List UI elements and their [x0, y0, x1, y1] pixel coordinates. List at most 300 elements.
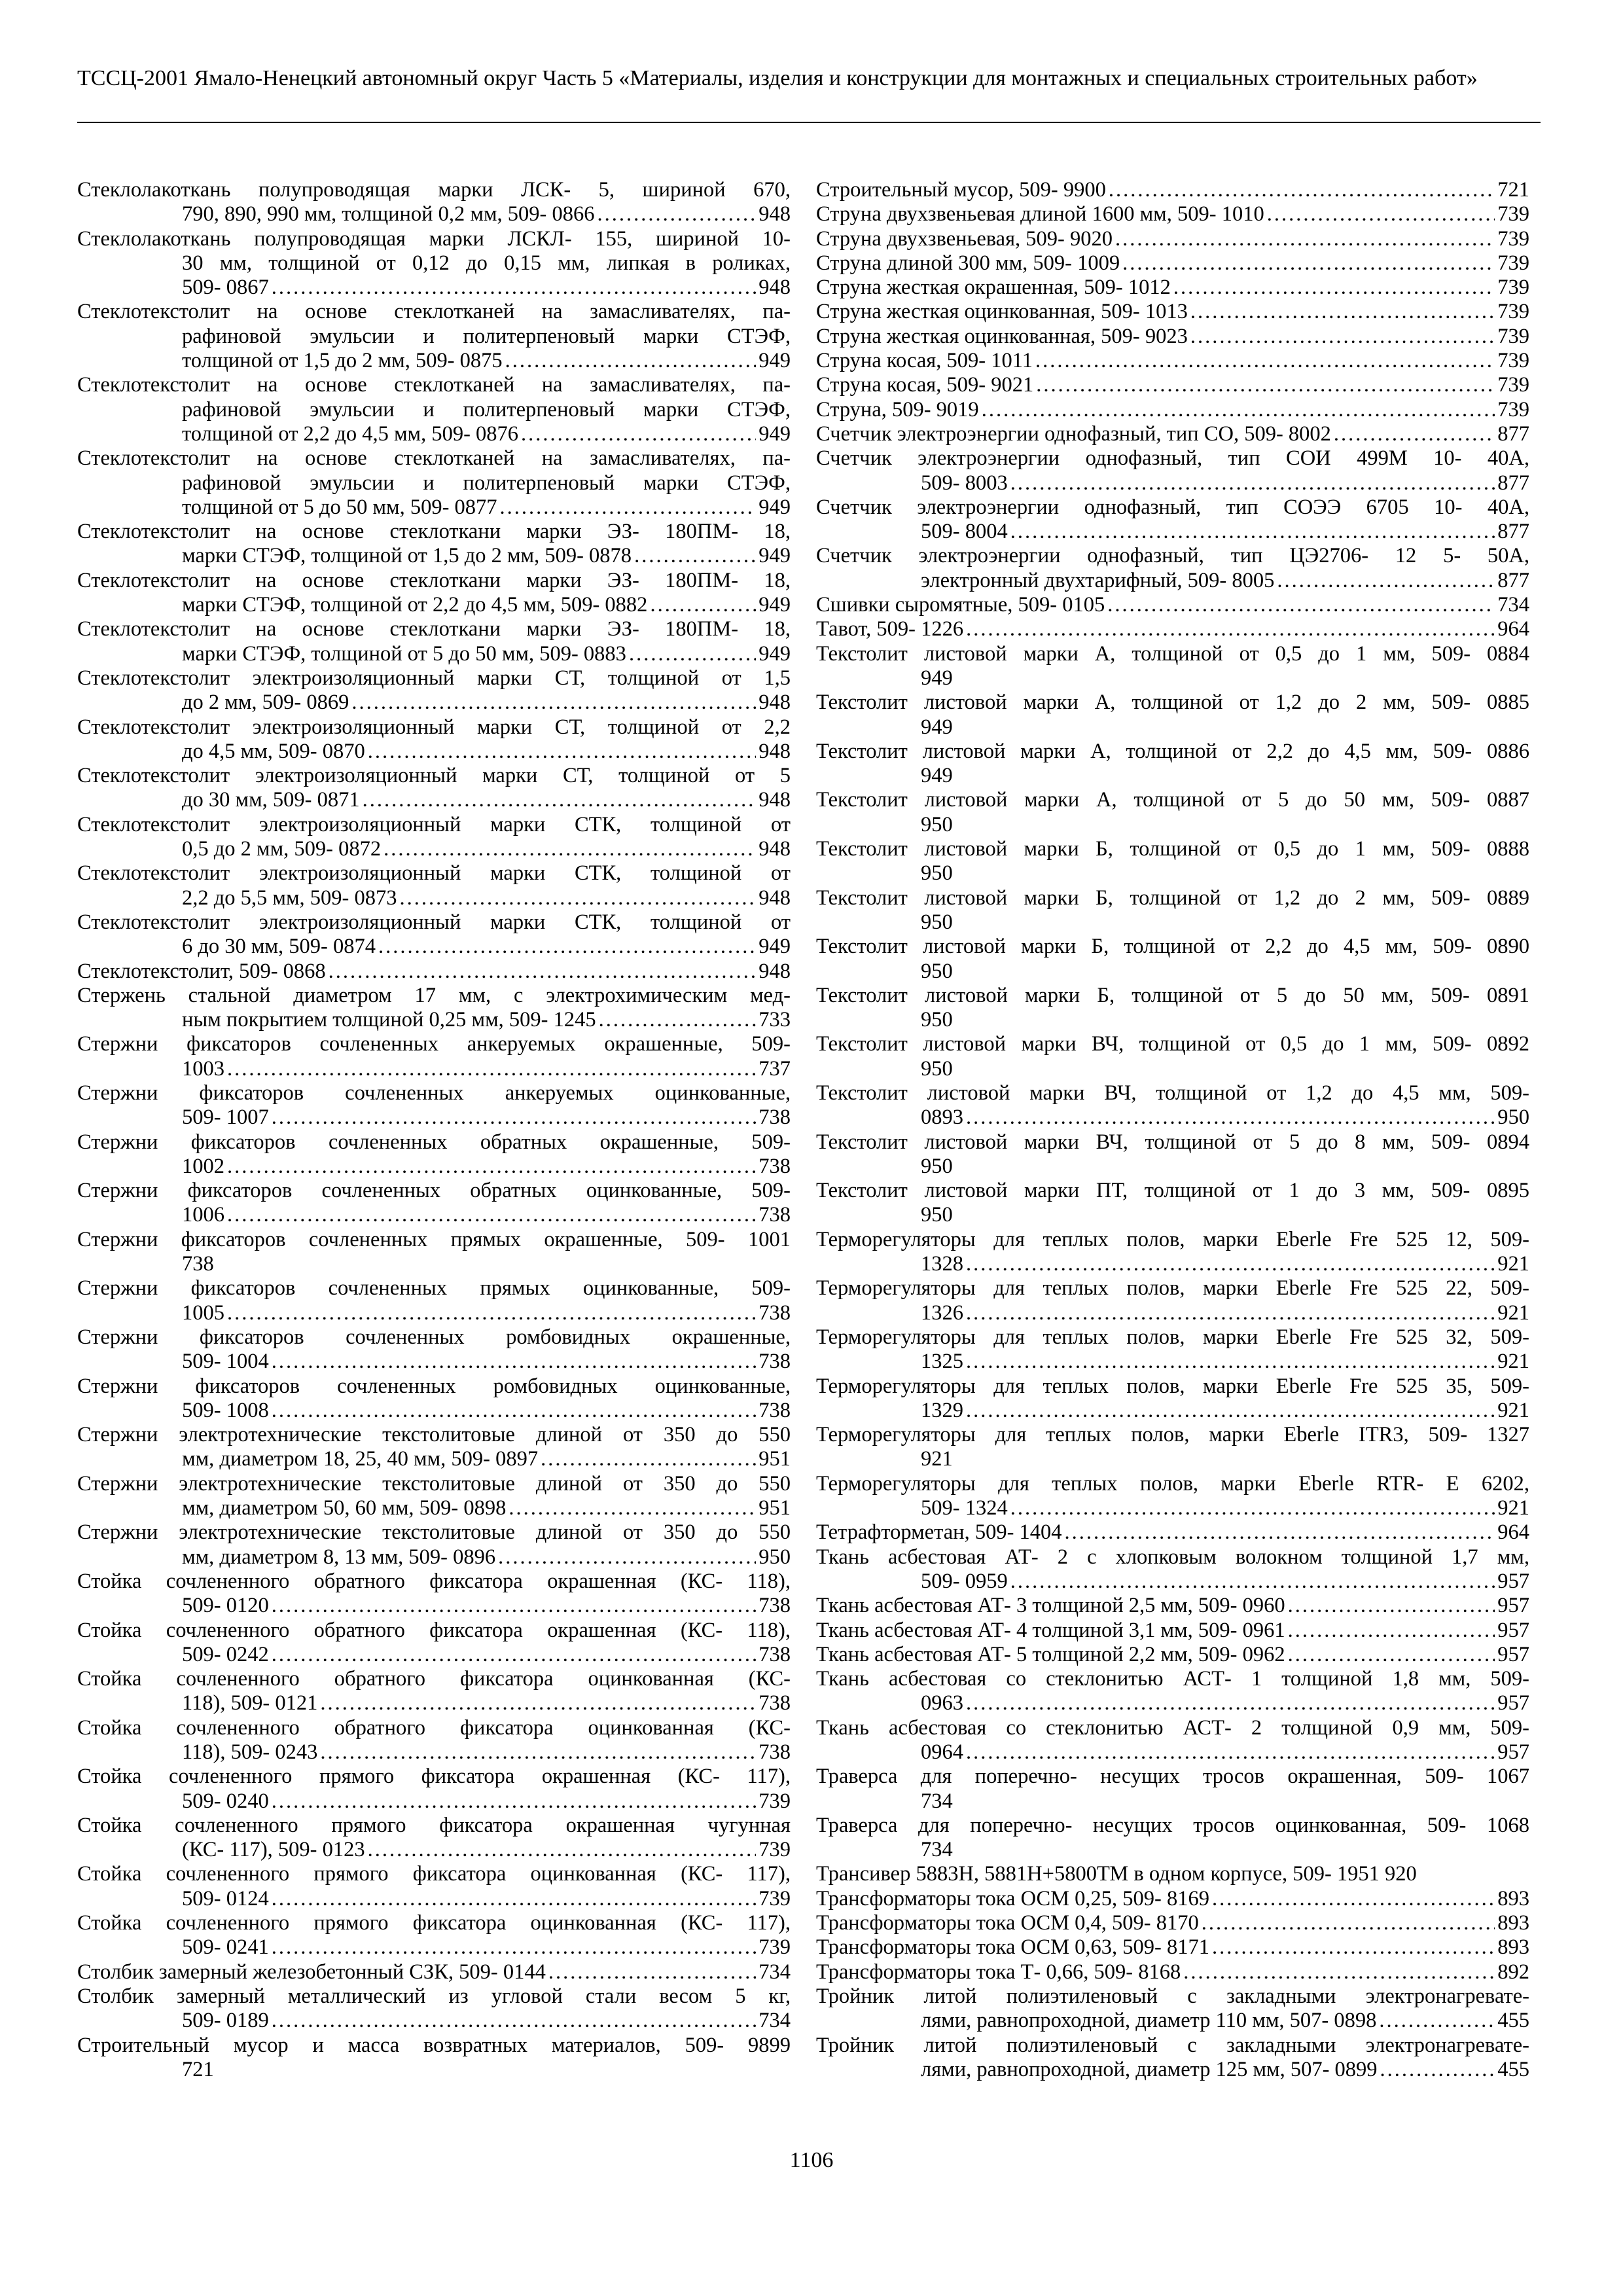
dot-leader	[1115, 227, 1495, 251]
index-entry-line	[77, 1740, 791, 1765]
entry-text: 509- 8003	[921, 471, 1008, 495]
entry-text: 949	[921, 715, 953, 739]
entry-text: Струна косая, 509- 1011	[816, 349, 1033, 373]
index-entry-line	[816, 1570, 1529, 1594]
entry-page-number: 957	[1497, 1594, 1529, 1618]
index-entry	[816, 1081, 1529, 1130]
entry-page-number: 949	[758, 422, 791, 446]
index-entry-line	[816, 373, 1529, 397]
entry-text: толщиной от 2,2 до 4,5 мм, 509- 0876	[182, 422, 519, 446]
index-entry-line	[816, 960, 1529, 984]
index-entry-line	[77, 1276, 791, 1300]
index-entry	[816, 1276, 1529, 1325]
index-entry	[77, 1765, 791, 1814]
dot-leader	[966, 1350, 1495, 1374]
entry-page-number: 964	[1497, 1520, 1529, 1545]
dot-leader	[1035, 349, 1495, 373]
entry-text: Ткань асбестовая АТ- 5 толщиной 2,2 мм, 509- 0962	[816, 1642, 1285, 1666]
entry-text: Текстолит листовой марки Б, толщиной от 5 до 50 мм, 509- 0891	[816, 983, 1529, 1007]
dot-leader	[966, 617, 1495, 641]
index-entry-line	[816, 861, 1529, 886]
entry-page-number: 948	[758, 276, 791, 300]
entry-text: Терморегуляторы для теплых полов, марки Eberle ITR3, 509- 1327	[816, 1423, 1529, 1447]
entry-page-number: 738	[758, 1594, 791, 1618]
index-entry-line	[77, 1984, 791, 2009]
index-entry	[816, 1619, 1529, 1643]
index-entry-line	[77, 1350, 791, 1374]
dot-leader	[1010, 1570, 1495, 1594]
index-entry	[77, 446, 791, 520]
dot-leader	[383, 837, 756, 861]
entry-page-number: 734	[758, 2009, 791, 2033]
entry-page-number: 921	[1497, 1398, 1529, 1422]
entry-text: Стеклотекстолит электроизоляционный марки СТК, толщиной от	[77, 812, 791, 836]
index-entry	[77, 1716, 791, 1765]
index-entry	[77, 1862, 791, 1911]
index-entry-line	[816, 1862, 1529, 1886]
dot-leader	[1190, 300, 1495, 324]
dot-leader	[378, 935, 756, 959]
entry-page-number: 921	[1497, 1252, 1529, 1276]
index-entry	[77, 1984, 791, 2034]
index-entry	[816, 1545, 1529, 1594]
entry-text: Стержни фиксаторов сочлененных обратных оцинкованные, 509-	[77, 1179, 791, 1203]
index-entry-line	[77, 813, 791, 837]
entry-text: 2,2 до 5,5 мм, 509- 0873	[182, 886, 397, 910]
dot-leader	[548, 1960, 756, 1984]
dot-leader	[1380, 2058, 1495, 2082]
index-entry-line	[816, 349, 1529, 373]
entry-page-number: 739	[1497, 349, 1529, 373]
entry-text: 721	[182, 2057, 214, 2081]
entry-text: 509- 0189	[182, 2009, 269, 2033]
dot-leader	[1109, 178, 1495, 202]
dot-leader	[1036, 373, 1495, 397]
index-entry-line	[816, 935, 1529, 959]
entry-page-number: 950	[1497, 1105, 1529, 1130]
entry-text: 1326	[921, 1300, 963, 1325]
index-entry-line	[77, 2058, 791, 2082]
entry-text: Столбик замерный металлический из угловой стали весом 5 кг,	[77, 1984, 791, 2008]
entry-page-number: 893	[1497, 1886, 1529, 1910]
index-entry-line	[816, 1008, 1529, 1032]
entry-page-number: 877	[1497, 520, 1529, 544]
index-entry-line	[816, 1032, 1529, 1056]
index-entry-line	[816, 2009, 1529, 2033]
index-entry-line	[77, 861, 791, 886]
entry-text: мм, диаметром 50, 60 мм, 509- 0898	[182, 1496, 507, 1520]
index-entry-line	[77, 984, 791, 1008]
entry-text: Трансформаторы тока ОСМ 0,63, 509- 8171	[816, 1935, 1209, 1960]
dot-leader	[500, 495, 757, 520]
index-entry-line	[816, 1619, 1529, 1643]
index-entry	[816, 740, 1529, 789]
index-entry-line	[77, 544, 791, 568]
entry-text: Ткань асбестовая со стеклонитью АСТ- 1 толщиной 1,8 мм, 509-	[816, 1667, 1529, 1691]
dot-leader	[1183, 1960, 1495, 1984]
index-entry-line	[816, 715, 1529, 740]
dot-leader	[1010, 1496, 1495, 1520]
entry-page-number: 964	[1497, 617, 1529, 641]
entry-page-number: 949	[758, 641, 791, 666]
index-entry-line	[77, 593, 791, 617]
index-entry-line	[816, 1105, 1529, 1130]
entry-page-number: 948	[758, 788, 791, 812]
entry-text: Стержни фиксаторов сочлененных анкеруемых оцинкованные,	[77, 1081, 791, 1105]
dot-leader	[1202, 1911, 1495, 1935]
entry-text: Тетрафторметан, 509- 1404	[816, 1520, 1062, 1545]
entry-text: Текстолит листовой марки А, толщиной от 2,2 до 4,5 мм, 509- 0886	[816, 739, 1529, 763]
index-entry-line	[816, 520, 1529, 544]
index-entry-line	[77, 910, 791, 935]
entry-page-number: 739	[1497, 300, 1529, 324]
entry-page-number: 877	[1497, 568, 1529, 592]
index-entry-line	[816, 1081, 1529, 1105]
entry-text: Трансформаторы тока ОСМ 0,25, 509- 8169	[816, 1886, 1209, 1910]
entry-text: Стержни электротехнические текстолитовые длиной от 350 до 550	[77, 1520, 791, 1545]
entry-text: до 2 мм, 509- 0869	[182, 691, 349, 715]
index-entry-line	[816, 325, 1529, 349]
entry-page-number: 892	[1497, 1960, 1529, 1984]
entry-page-number: 957	[1497, 1642, 1529, 1666]
index-entry-line	[816, 1374, 1529, 1399]
entry-text: 950	[921, 812, 953, 836]
index-entry-line	[77, 837, 791, 861]
index-entry	[816, 1643, 1529, 1667]
index-entry	[816, 1984, 1529, 2034]
index-entry-line	[77, 202, 791, 226]
index-entry-line	[816, 1814, 1529, 1838]
entry-page-number: 734	[758, 1960, 791, 1984]
index-entry	[77, 715, 791, 764]
index-entry	[77, 569, 791, 618]
index-entry	[77, 227, 791, 300]
entry-text: Тройник литой полиэтиленовый с закладными электронагревате-	[816, 1984, 1529, 2008]
index-entry	[77, 520, 791, 569]
dot-leader	[272, 1643, 757, 1667]
index-entry-line	[77, 1862, 791, 1886]
dot-leader	[272, 1594, 757, 1618]
index-entry-line	[77, 2009, 791, 2033]
index-entry-line	[816, 202, 1529, 226]
index-column-right	[816, 178, 1529, 2082]
entry-page-number: 957	[1497, 1569, 1529, 1593]
index-entry-line	[816, 1911, 1529, 1935]
entry-page-number: 738	[758, 1300, 791, 1325]
index-entry-line	[77, 715, 791, 740]
index-entry	[816, 984, 1529, 1033]
index-entry-line	[816, 1301, 1529, 1325]
entry-text: Струна косая, 509- 9021	[816, 373, 1034, 397]
entry-page-number: 734	[1497, 593, 1529, 617]
entry-text: Стеклолакоткань полупроводящая марки ЛСКЛ- 155, шириной 10-	[77, 226, 791, 251]
index-entry	[816, 398, 1529, 422]
index-entry-line	[77, 691, 791, 715]
index-entry	[77, 960, 791, 984]
index-entry-line	[816, 471, 1529, 495]
index-entry	[816, 276, 1529, 300]
index-entry	[816, 642, 1529, 691]
dot-leader	[505, 349, 757, 373]
index-entry-line	[816, 1716, 1529, 1740]
index-entry	[816, 1765, 1529, 1814]
dot-leader	[368, 1838, 757, 1862]
index-entry-line	[77, 1130, 791, 1155]
dot-leader	[1173, 276, 1495, 300]
index-entry-line	[816, 1667, 1529, 1691]
index-entry-line	[77, 935, 791, 959]
index-entry	[816, 178, 1529, 202]
index-entry-line	[816, 178, 1529, 202]
index-entry	[77, 1228, 791, 1277]
dot-leader	[227, 1155, 756, 1179]
index-entry	[816, 349, 1529, 373]
entry-text: Стойка сочлененного прямого фиксатора окрашенная (КС- 117),	[77, 1765, 791, 1789]
entry-text: Терморегуляторы для теплых полов, марки Eberle Fre 525 32, 509-	[816, 1325, 1529, 1349]
entry-text: Текстолит листовой марки Б, толщиной от 1,2 до 2 мм, 509- 0889	[816, 886, 1529, 910]
dot-leader	[1212, 1887, 1495, 1911]
index-entry-line	[816, 984, 1529, 1008]
entry-page-number: 948	[758, 739, 791, 763]
entry-text: Струна двухзвеньевая длиной 1600 мм, 509- 1010	[816, 202, 1264, 226]
index-entry	[816, 593, 1529, 617]
dot-leader	[227, 1301, 756, 1325]
index-entry-line	[816, 1423, 1529, 1447]
dot-leader	[1107, 593, 1495, 617]
dot-leader	[521, 422, 756, 446]
dot-leader	[597, 202, 756, 226]
index-entry-line	[77, 1374, 791, 1399]
dot-leader	[634, 544, 756, 568]
index-entry-line	[816, 837, 1529, 861]
page-number: 1106	[789, 2148, 834, 2172]
dot-leader	[1065, 1520, 1495, 1545]
entry-page-number: 949	[758, 935, 791, 959]
index-entry-line	[77, 1105, 791, 1130]
dot-leader	[272, 1105, 757, 1130]
index-entry-line	[816, 1643, 1529, 1667]
index-entry-line	[77, 1520, 791, 1545]
index-entry-line	[816, 1155, 1529, 1179]
index-entry-line	[816, 1130, 1529, 1155]
index-column-left	[77, 178, 791, 2082]
index-entry-line	[816, 1325, 1529, 1350]
entry-text: 950	[921, 910, 953, 934]
entry-page-number: 738	[758, 1740, 791, 1764]
index-entry	[816, 1862, 1529, 1886]
entry-page-number: 949	[758, 544, 791, 568]
entry-text: 1002	[182, 1154, 224, 1178]
index-entry	[816, 1472, 1529, 1521]
index-entry-line	[77, 1570, 791, 1594]
index-entry	[77, 1667, 791, 1716]
entry-text: рафиновой эмульсии и политерпеновый марки СТЭФ,	[182, 324, 791, 348]
index-entry-line	[77, 471, 791, 495]
index-entry-line	[816, 666, 1529, 691]
entry-text: Стеклотекстолит на основе стеклотканей на замасливателях, па-	[77, 300, 791, 324]
entry-text: электронный двухтарифный, 509- 8005	[921, 568, 1275, 592]
dot-leader	[329, 960, 757, 984]
index-entry	[77, 1032, 791, 1081]
entry-page-number: 948	[758, 691, 791, 715]
entry-text: Струна жесткая окрашенная, 509- 1012	[816, 276, 1171, 300]
index-entry-line	[816, 1350, 1529, 1374]
dot-leader	[1288, 1594, 1495, 1618]
index-entry	[816, 788, 1529, 837]
dot-leader	[498, 1545, 756, 1570]
dot-leader	[272, 1350, 757, 1374]
entry-text: марки СТЭФ, толщиной от 5 до 50 мм, 509- 0883	[182, 641, 626, 666]
index-entry	[77, 1570, 791, 1619]
entry-text: Траверса для поперечно- несущих тросов окрашенная, 509- 1067	[816, 1765, 1529, 1789]
entry-page-number: 739	[758, 1935, 791, 1960]
index-entry-line	[816, 593, 1529, 617]
entry-page-number: 949	[758, 593, 791, 617]
entry-page-number: 877	[1497, 471, 1529, 495]
entry-text: Стержень стальной диаметром 17 мм, с электрохимическим мед-	[77, 983, 791, 1007]
entry-text: толщиной от 1,5 до 2 мм, 509- 0875	[182, 349, 503, 373]
index-entry-line	[77, 666, 791, 691]
dot-leader	[272, 276, 757, 300]
index-entry	[816, 1887, 1529, 1911]
dot-leader	[320, 1691, 756, 1715]
index-entry-line	[816, 227, 1529, 251]
entry-text: Стойка сочлененного обратного фиксатора окрашенная (КС- 118),	[77, 1618, 791, 1642]
dot-leader	[1277, 569, 1495, 593]
index-entry	[816, 202, 1529, 226]
dot-leader	[1190, 325, 1495, 349]
index-entry-line	[77, 1789, 791, 1814]
entry-text: Стержни фиксаторов сочлененных обратных окрашенные, 509-	[77, 1130, 791, 1154]
entry-page-number: 739	[1497, 251, 1529, 275]
entry-text: Стеклотекстолит электроизоляционный марки СТ, толщиной от 5	[77, 764, 791, 788]
index-entry	[816, 373, 1529, 397]
index-entry-line	[816, 813, 1529, 837]
index-entry-line	[77, 1619, 791, 1643]
index-entry	[77, 1814, 791, 1863]
dot-leader	[272, 1935, 757, 1960]
index-entry-line	[77, 300, 791, 324]
entry-text: 738	[182, 1252, 214, 1276]
entry-text: Столбик замерный железобетонный СЗК, 509- 0144	[77, 1960, 546, 1984]
index-entry	[816, 1911, 1529, 1935]
index-entry	[77, 910, 791, 960]
entry-page-number: 738	[758, 1642, 791, 1666]
dot-leader	[351, 691, 756, 715]
index-entry-line	[816, 251, 1529, 276]
entry-text: Стержни электротехнические текстолитовые длиной от 350 до 550	[77, 1423, 791, 1447]
index-entry-line	[816, 446, 1529, 471]
entry-text: 950	[921, 861, 953, 886]
entry-text: 921	[921, 1447, 953, 1471]
index-entry-line	[77, 1765, 791, 1789]
index-entry-line	[816, 1887, 1529, 1911]
index-entry-line	[816, 740, 1529, 764]
index-entry	[816, 1935, 1529, 1960]
entry-text: 509- 0240	[182, 1789, 269, 1813]
entry-text: 6 до 30 мм, 509- 0874	[182, 935, 376, 959]
index-entry-line	[816, 1984, 1529, 2009]
index-entry-line	[77, 617, 791, 641]
index-entry	[816, 1716, 1529, 1765]
index-entry	[816, 1032, 1529, 1081]
entry-text: 509- 0120	[182, 1594, 269, 1618]
entry-page-number: 738	[758, 1203, 791, 1227]
index-entry	[816, 1228, 1529, 1277]
entry-text: Счетчик электроэнергии однофазный, тип СО, 509- 8002	[816, 422, 1331, 446]
entry-text: 509- 0241	[182, 1935, 269, 1960]
dot-leader	[966, 1252, 1495, 1276]
entry-text: марки СТЭФ, толщиной от 2,2 до 4,5 мм, 509- 0882	[182, 593, 648, 617]
entry-page-number: 738	[758, 1350, 791, 1374]
entry-text: Стержни фиксаторов сочлененных прямых оцинкованные, 509-	[77, 1276, 791, 1300]
index-entry	[816, 935, 1529, 984]
entry-text: 949	[921, 666, 953, 690]
index-entry-line	[77, 642, 791, 666]
dot-leader	[599, 1008, 757, 1032]
index-entry-line	[77, 1155, 791, 1179]
entry-text: 0964	[921, 1740, 963, 1764]
entry-text: Стойка сочлененного обратного фиксатора окрашенная (КС- 118),	[77, 1569, 791, 1593]
entry-text: 509- 8004	[921, 520, 1008, 544]
index-entry-line	[77, 1472, 791, 1496]
entry-page-number: 721	[1497, 178, 1529, 202]
dot-leader	[966, 1301, 1495, 1325]
index-entry	[816, 446, 1529, 495]
index-entry	[77, 1423, 791, 1472]
entry-text: 118), 509- 0121	[182, 1691, 318, 1715]
entry-text: 950	[921, 1008, 953, 1032]
entry-page-number: 921	[1497, 1300, 1529, 1325]
entry-page-number: 921	[1497, 1350, 1529, 1374]
index-entry-line	[77, 1887, 791, 1911]
index-entry-line	[816, 398, 1529, 422]
entry-text: Строительный мусор, 509- 9900	[816, 178, 1106, 202]
entry-text: 509- 1324	[921, 1496, 1008, 1520]
index-entry-line	[816, 1179, 1529, 1203]
index-entry-line	[816, 910, 1529, 935]
entry-text: Стержни фиксаторов сочлененных прямых окрашенные, 509- 1001	[77, 1227, 791, 1251]
entry-text: Стеклотекстолит на основе стеклотканей на замасливателях, па-	[77, 373, 791, 397]
entry-text: Текстолит листовой марки ВЧ, толщиной от 1,2 до 4,5 мм, 509-	[816, 1081, 1529, 1105]
index-entry	[77, 1520, 791, 1570]
entry-text: Стойка сочлененного обратного фиксатора оцинкованная (КС-	[77, 1715, 791, 1740]
entry-text: 118), 509- 0243	[182, 1740, 318, 1764]
entry-text: 0893	[921, 1105, 963, 1130]
dot-leader	[650, 593, 756, 617]
entry-page-number: 455	[1497, 2009, 1529, 2033]
dot-leader	[1267, 202, 1495, 226]
entry-text: 950	[921, 1056, 953, 1081]
entry-page-number: 738	[758, 1691, 791, 1715]
index-entry-line	[816, 1838, 1529, 1862]
index-entry	[77, 300, 791, 373]
entry-page-number: 948	[758, 837, 791, 861]
dot-leader	[272, 2009, 757, 2033]
entry-page-number: 957	[1497, 1740, 1529, 1764]
index-entry-line	[77, 276, 791, 300]
index-entry-line	[77, 1447, 791, 1471]
dot-leader	[1379, 2009, 1495, 2033]
entry-text: Ткань асбестовая АТ- 2 с хлопковым волокном толщиной 1,7 мм,	[816, 1545, 1529, 1569]
entry-page-number: 957	[1497, 1691, 1529, 1715]
entry-text: 509- 0242	[182, 1642, 269, 1666]
index-entry-line	[816, 300, 1529, 324]
entry-text: Стеклотекстолит на основе стеклоткани марки ЭЗ- 180ПМ- 18,	[77, 617, 791, 641]
index-entry	[816, 422, 1529, 446]
entry-text: Стержни фиксаторов сочлененных анкеруемых окрашенные, 509-	[77, 1032, 791, 1056]
index-entry-line	[77, 1325, 791, 1350]
